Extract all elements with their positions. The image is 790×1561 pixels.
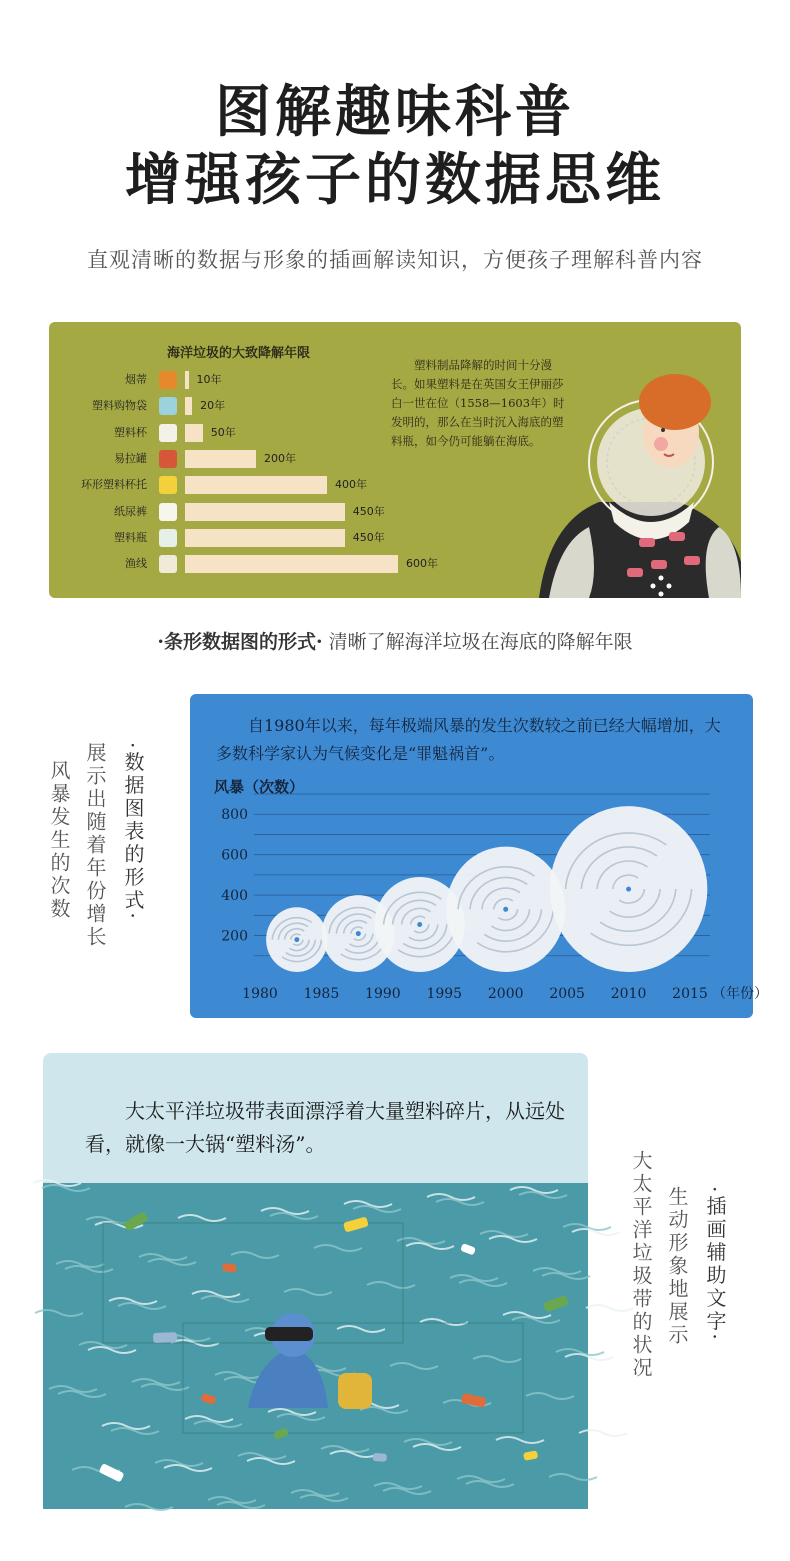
degradation-bar-value: 400年 bbox=[335, 478, 367, 492]
page-title-line2: 增强孩子的数据思维 bbox=[125, 148, 665, 213]
queen-elizabeth-illustration bbox=[529, 342, 741, 598]
storm-y-axis-label: 风暴（次数） bbox=[214, 778, 305, 796]
degradation-bar bbox=[185, 476, 327, 494]
plastic-cup-icon bbox=[159, 424, 177, 442]
storm-y-tick-label: 800 bbox=[221, 807, 248, 824]
storm-x-tick-label: 2015 bbox=[672, 986, 708, 1002]
storm-x-tick-label: 2005 bbox=[549, 986, 585, 1002]
degradation-row bbox=[49, 370, 449, 390]
degradation-row-label: 渔线 bbox=[125, 557, 147, 571]
side-caption-illustration-desc2: 大太平洋垃圾带的状况 bbox=[629, 1150, 653, 1380]
storm-swirl-mark bbox=[266, 907, 327, 972]
degradation-chart-title: 海洋垃圾的大致降解年限 bbox=[167, 346, 311, 361]
cigarette-icon bbox=[159, 371, 177, 389]
page-title-line1: 图解趣味科普 bbox=[215, 80, 575, 145]
storm-chart-panel bbox=[190, 694, 768, 1018]
storm-y-tick-label: 400 bbox=[221, 888, 248, 905]
degradation-bar bbox=[185, 529, 345, 547]
degradation-bar-value: 200年 bbox=[264, 451, 296, 465]
fishing-line-icon bbox=[159, 555, 177, 573]
plastic-debris-icon bbox=[153, 1332, 177, 1343]
storm-x-tick-label: 1985 bbox=[303, 986, 340, 1002]
degradation-row bbox=[49, 396, 449, 416]
side-caption-chart-desc1: 展示出随着年份增长 bbox=[83, 742, 107, 949]
storm-description: 自1980年以来，每年极端风暴的发生次数较之前已经大幅增加，大多数科学家认为气候变化是“罪魁祸首”。 bbox=[216, 716, 721, 763]
degradation-row bbox=[49, 554, 449, 574]
storm-x-tick-label: 2000 bbox=[487, 986, 524, 1002]
degradation-row-label: 塑料购物袋 bbox=[92, 399, 147, 413]
degradation-bar-value: 10年 bbox=[196, 373, 222, 386]
degradation-bar bbox=[185, 371, 189, 389]
storm-y-tick-label: 600 bbox=[221, 847, 248, 864]
degradation-panel bbox=[49, 322, 741, 598]
degradation-row-label: 烟蒂 bbox=[125, 373, 147, 386]
degradation-row-label: 塑料杯 bbox=[114, 425, 147, 439]
degradation-row bbox=[49, 502, 449, 522]
degradation-bar-value: 20年 bbox=[200, 399, 226, 413]
degradation-row bbox=[49, 475, 449, 495]
plastic-debris-icon bbox=[373, 1453, 387, 1462]
caption-bar-chart-text: 清晰了解海洋垃圾在海底的降解年限 bbox=[328, 631, 633, 653]
plastic-soup-illustration bbox=[43, 1183, 588, 1509]
degradation-row bbox=[49, 528, 449, 548]
six-pack-ring-icon bbox=[159, 476, 177, 494]
garbage-patch-panel bbox=[43, 1053, 588, 1509]
can-icon bbox=[159, 450, 177, 468]
degradation-row-label: 易拉罐 bbox=[114, 451, 147, 465]
storm-x-tick-label: 2010 bbox=[610, 986, 647, 1002]
degradation-bar-value: 50年 bbox=[210, 425, 236, 439]
page-subtitle: 直观清晰的数据与形象的插画解读知识，方便孩子理解科普内容 bbox=[87, 248, 703, 272]
side-caption-illustration-type: ·插画辅助文字· bbox=[703, 1186, 727, 1343]
degradation-bar-value: 600年 bbox=[406, 557, 438, 571]
degradation-row-label: 环形塑料杯托 bbox=[81, 478, 147, 492]
side-caption-chart-type: ·数据图表的形式· bbox=[121, 742, 145, 922]
degradation-row-label: 纸尿裤 bbox=[114, 504, 147, 518]
storm-swirl-mark bbox=[550, 806, 708, 972]
degradation-bar bbox=[185, 397, 192, 415]
storm-x-tick-label: 1980 bbox=[242, 986, 278, 1002]
degradation-bar-value: 450年 bbox=[352, 504, 385, 518]
caption-bar-chart bbox=[0, 627, 790, 654]
degradation-bar bbox=[185, 555, 398, 573]
degradation-bar-value: 450年 bbox=[352, 530, 385, 544]
caption-bar-chart-emphasis: ·条形数据图的形式· bbox=[157, 631, 323, 653]
storm-x-tick-label: 1995 bbox=[426, 986, 463, 1002]
storm-x-axis-unit: （年份） bbox=[712, 986, 768, 1002]
plastic-bag-icon bbox=[159, 397, 177, 415]
degradation-row bbox=[49, 423, 449, 443]
degradation-row-label: 塑料瓶 bbox=[114, 530, 147, 544]
storm-y-tick-label: 200 bbox=[221, 928, 248, 945]
degradation-bar bbox=[185, 450, 256, 468]
degradation-bar bbox=[185, 424, 203, 442]
diaper-icon bbox=[159, 503, 177, 521]
degradation-bar bbox=[185, 503, 345, 521]
side-caption-illustration-desc1: 生动形象地展示 bbox=[665, 1186, 689, 1347]
plastic-bottle-icon bbox=[159, 529, 177, 547]
storm-swirl-mark bbox=[446, 847, 565, 972]
storm-x-tick-label: 1990 bbox=[365, 986, 401, 1002]
degradation-row bbox=[49, 449, 449, 469]
garbage-patch-description: 大太平洋垃圾带表面漂浮着大量塑料碎片，从远处看，就像一大锅“塑料汤”。 bbox=[85, 1099, 565, 1156]
degradation-description: 塑料制品降解的时间十分漫长。如果塑料是在英国女王伊丽莎白一世在位（1558—1603年）时发明的，那么在当时沉入海底的塑料瓶，如今仍可能躺在海底。 bbox=[391, 358, 565, 448]
side-caption-chart-desc2: 风暴发生的次数 bbox=[47, 760, 71, 921]
